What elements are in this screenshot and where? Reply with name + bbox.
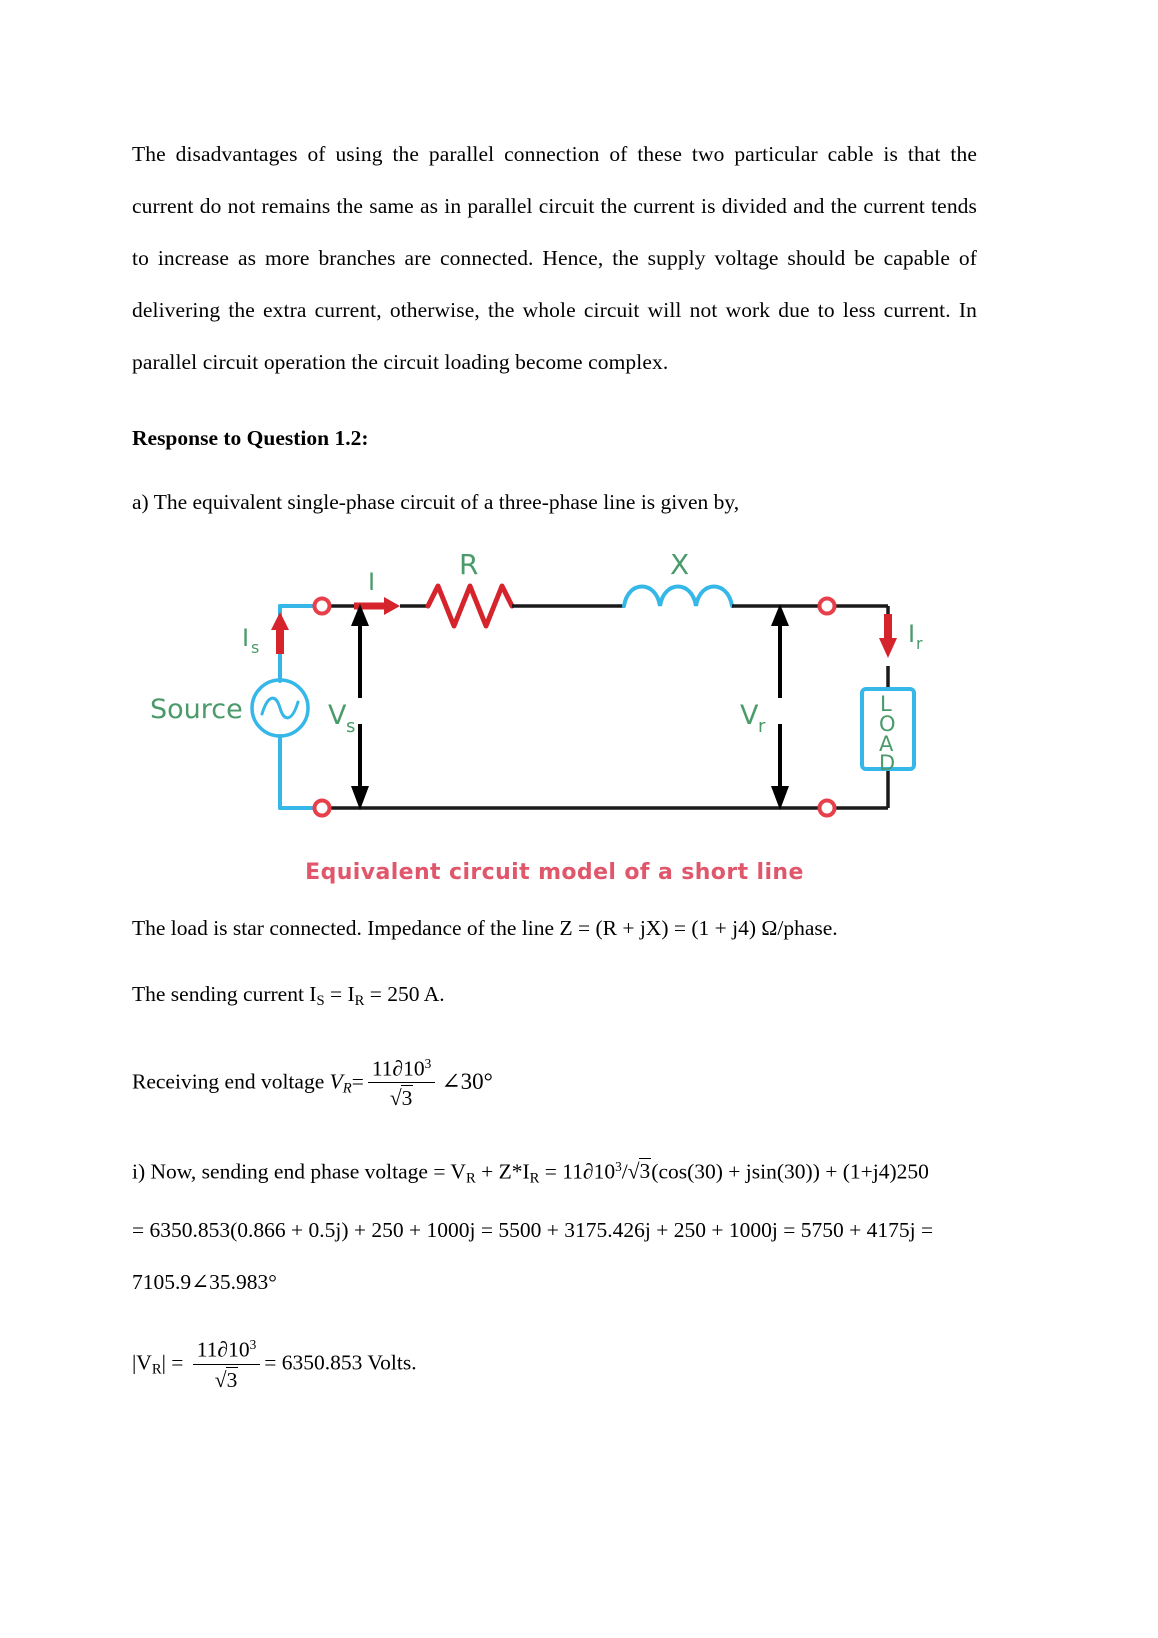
- inductor-symbol: [624, 587, 732, 607]
- label-ir: [908, 620, 923, 653]
- step-i-part-e: (cos(30) + jsin(30)) + (1+j4)250: [651, 1159, 929, 1184]
- step-i-sub-r2: R: [529, 1170, 540, 1187]
- svg-text:I: I: [908, 620, 916, 648]
- sending-current-sub-s: S: [316, 993, 325, 1010]
- fraction-final: [193, 1332, 261, 1393]
- receiving-label: Receiving end voltage: [132, 1069, 330, 1094]
- step-i-part-a: i) Now, sending end phase voltage = V: [132, 1159, 466, 1184]
- step-i-sub-r1: R: [465, 1170, 476, 1187]
- fraction-numerator: [368, 1051, 436, 1083]
- equation-step-ii: = 6350.853(0.866 + 0.5j) + 250 + 1000j = 5500 + 3175.426j + 250 + 1000j = 5750 + 4175j =: [132, 1218, 934, 1243]
- figure-caption: Equivalent circuit model of a short line: [305, 860, 804, 885]
- svg-text:I: I: [242, 624, 250, 652]
- step-i-exponent: 3: [615, 1158, 622, 1174]
- spacer-2: [132, 954, 977, 968]
- sending-current-prefix: The sending current I: [132, 982, 317, 1006]
- receiving-var: V: [329, 1069, 343, 1094]
- sending-current-suffix: = 250 A.: [364, 982, 445, 1006]
- voltage-arrow-vs: [351, 604, 369, 810]
- sending-current-mid: = I: [324, 982, 355, 1006]
- current-arrow-ir: [879, 614, 897, 658]
- voltage-arrow-vr: [771, 604, 789, 810]
- svg-text:r: r: [758, 716, 766, 737]
- final-denominator: [193, 1365, 261, 1394]
- final-abs-sub: R: [151, 1361, 162, 1378]
- ac-source-sine-icon: [262, 698, 298, 718]
- final-abs-open: |V: [132, 1350, 152, 1375]
- label-r: R: [459, 548, 479, 581]
- step-i-part-c: = 11∂10: [539, 1159, 616, 1184]
- svg-text:s: s: [251, 638, 260, 657]
- numerator-base: 11∂10: [371, 1056, 425, 1081]
- sqrt-icon: √3: [389, 1086, 413, 1111]
- numerator-exponent: 3: [424, 1056, 432, 1072]
- label-i: I: [368, 568, 376, 596]
- terminal-node-receiving-top: [820, 599, 835, 614]
- final-numerator-exponent: 3: [249, 1337, 257, 1353]
- terminal-node-sending-top: [315, 599, 330, 614]
- paragraph-item-a: a) The equivalent single-phase circuit of a three-phase line is given by,: [132, 490, 740, 514]
- label-vr: [740, 700, 766, 737]
- circuit-diagram-svg: [132, 546, 977, 858]
- final-result: = 6350.853 Volts.: [264, 1350, 417, 1375]
- svg-text:O: O: [879, 712, 896, 736]
- spacer-5: [132, 1308, 977, 1334]
- svg-text:V: V: [328, 700, 347, 731]
- svg-text:A: A: [879, 732, 894, 756]
- step-i-radicand: 3: [639, 1159, 651, 1184]
- paragraph-sending-current: [132, 968, 977, 1027]
- terminal-node-sending-bottom: [315, 801, 330, 816]
- step-i-part-d: /√: [621, 1159, 640, 1184]
- svg-text:r: r: [916, 634, 923, 653]
- fraction-11e3-over-sqrt3: [368, 1051, 436, 1112]
- page-content: [132, 128, 977, 1396]
- final-numerator-base: 11∂10: [196, 1337, 250, 1362]
- receiving-var-sub: R: [342, 1080, 352, 1097]
- label-source: Source: [150, 694, 243, 725]
- fraction-denominator: [368, 1083, 436, 1112]
- receiving-equals: =: [351, 1069, 364, 1094]
- terminal-node-receiving-bottom: [820, 801, 835, 816]
- equation-receiving-end-voltage: [132, 1053, 977, 1115]
- step-i-part-b: + Z*I: [475, 1159, 530, 1184]
- spacer-3: [132, 1027, 977, 1053]
- circuit-figure: [132, 546, 977, 885]
- heading-response-question: Response to Question 1.2:: [132, 426, 369, 450]
- sqrt-icon-step-i: [640, 1145, 652, 1197]
- label-is: [242, 624, 259, 657]
- equation-step-iii: 7105.9∠35.983°: [132, 1270, 277, 1295]
- equation-step-i: [132, 1141, 977, 1204]
- svg-text:V: V: [740, 700, 759, 731]
- resistor-symbol: [428, 586, 512, 626]
- paragraph-disadvantages: The disadvantages of using the parallel connection of these two particular cable is that the current do not remains the same as in parallel circuit the current is divided and the current tends to increase as more branches are connected. Hence, the supply voltage should be capable of delivering the extra current, otherwise, the whole circuit will not work due to less current. In parallel circuit operation the circuit loading become complex.: [132, 142, 977, 374]
- paragraph-load-star: The load is star connected. Impedance of the line Z = (R + jX) = (1 + j4) Ω/phase.: [132, 916, 838, 940]
- final-abs-close: | =: [161, 1350, 189, 1375]
- label-vs: [328, 700, 355, 737]
- spacer: [132, 388, 977, 402]
- svg-text:s: s: [346, 716, 356, 737]
- sqrt-radicand: 3: [401, 1086, 413, 1111]
- sqrt-icon-final: √3: [214, 1367, 238, 1392]
- angle-30-degrees: ∠30°: [441, 1068, 493, 1094]
- label-x: X: [670, 548, 690, 581]
- spacer-4: [132, 1115, 977, 1141]
- final-numerator: [193, 1332, 261, 1364]
- svg-text:D: D: [879, 751, 896, 775]
- sending-current-sub-r: R: [354, 993, 365, 1010]
- final-sqrt-radicand: 3: [226, 1367, 238, 1392]
- current-arrow-is: [271, 612, 289, 654]
- svg-text:L: L: [880, 692, 892, 716]
- equation-final-vr: [132, 1334, 977, 1396]
